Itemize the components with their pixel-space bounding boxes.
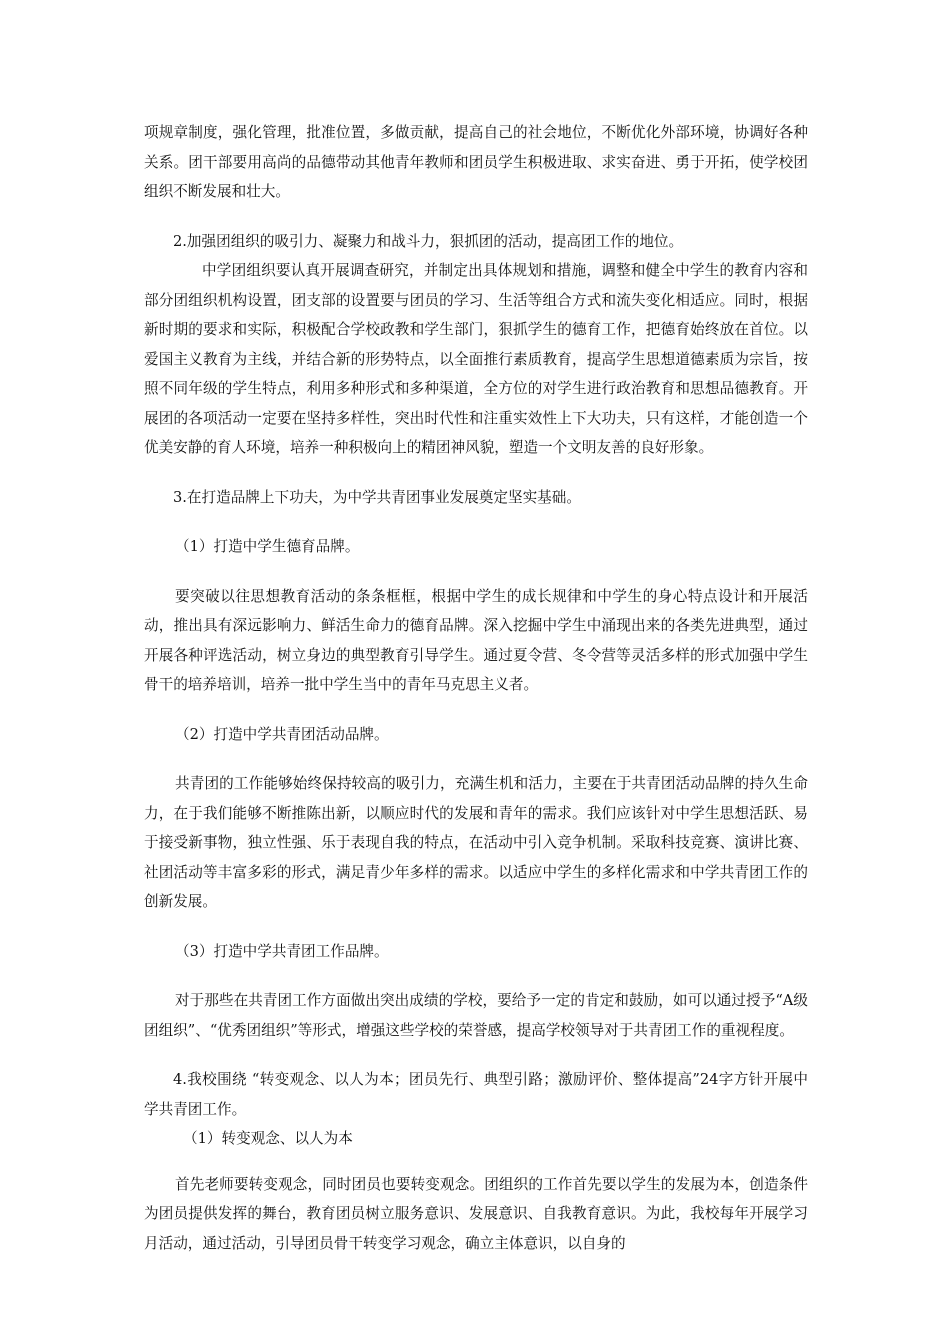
heading-section-3: 3.在打造品牌上下功夫，为中学共青团事业发展奠定坚实基础。 (173, 488, 581, 506)
heading-section-2: 2.加强团组织的吸引力、凝聚力和战斗力，狠抓团的活动，提高团工作的地位。 (173, 232, 684, 250)
heading-section-3-2: （2）打造中学共青团活动品牌。 (175, 725, 389, 743)
heading-section-4-1: （1）转变观念、以人为本 (183, 1130, 353, 1147)
paragraph-section-2: 中学团组织要认真开展调查研究，并制定出具体规划和措施，调整和健全中学生的教育内容和部分团组织机构设置，团支部的设置要与团员的学习、生活等组合方式和流失变化相适应。同时，根据新时期的要求和实际，积极配合学校政教和学生部门，狠抓学生的德育工作，把德育始终放在首位。以爱国主义教育为主线，并结合新的形势特点，以全面推行素质教育，提高学生思想道德素质为宗旨，按照不同年级的学生特点，利用多种形式和多种渠道，全方位的对学生进行政治教育和思想品德教育。开展团的各项活动一定要在坚持多样性，突出时代性和注重实效性上下大功夫，只有这样，才能创造一个优美安静的育人环境，培养一种积极向上的精团神风貌，塑造一个文明友善的良好形象。 (144, 262, 808, 456)
paragraph-section-3-2: 共青团的工作能够始终保持较高的吸引力，充满生机和活力，主要在于共青团活动品牌的持久生命力，在于我们能够不断推陈出新，以顺应时代的发展和青年的需求。我们应该针对中学生思想活跃、易于接受新事物，独立性强、乐于表现自我的特点，在活动中引入竞争机制。采取科技竞赛、演讲比赛、社团活动等丰富多彩的形式，满足青少年多样的需求。以适应中学生的多样化需求和中学共青团工作的创新发展。 (144, 775, 808, 910)
paragraph-section-3-1: 要突破以往思想教育活动的条条框框，根据中学生的成长规律和中学生的身心特点设计和开展活动，推出具有深远影响力、鲜活生命力的德育品牌。深入挖掘中学生中涌现出来的各类先进典型，通过开展各种评选活动，树立身边的典型教育引导学生。通过夏令营、冬令营等灵活多样的形式加强中学生骨干的培养培训，培养一批中学生当中的青年马克思主义者。 (144, 587, 808, 693)
document-page (144, 118, 808, 1258)
heading-section-3-1: （1）打造中学生德育品牌。 (175, 538, 360, 555)
paragraph-intro: 项规章制度，强化管理，批准位置，多做贡献，提高自己的社会地位，不断优化外部环境，协调好各种关系。团干部要用高尚的品德带动其他青年教师和团员学生积极进取、求实奋进、勇于开拓，使学校团组织不断发展和壮大。 (144, 124, 808, 200)
heading-section-4: 4.我校围绕 “转变观念、以人为本；团员先行、典型引路；激励评价、整体提高”24字方针开展中学共青团工作。 (144, 1071, 808, 1118)
paragraph-section-3-3: 对于那些在共青团工作方面做出突出成绩的学校，要给予一定的肯定和鼓励，如可以通过授予“A级团组织”、“优秀团组织”等形式，增强这些学校的荣誉感，提高学校领导对于共青团工作的重视程度。 (144, 992, 808, 1039)
heading-section-3-3: （3）打造中学共青团工作品牌。 (175, 942, 389, 960)
paragraph-section-4-1: 首先老师要转变观念，同时团员也要转变观念。团组织的工作首先要以学生的发展为本，创造条件为团员提供发挥的舞台，教育团员树立服务意识、发展意识、自我教育意识。为此，我校每年开展学习月活动，通过活动，引导团员骨干转变学习观念，确立主体意识，以自身的 (144, 1175, 808, 1252)
